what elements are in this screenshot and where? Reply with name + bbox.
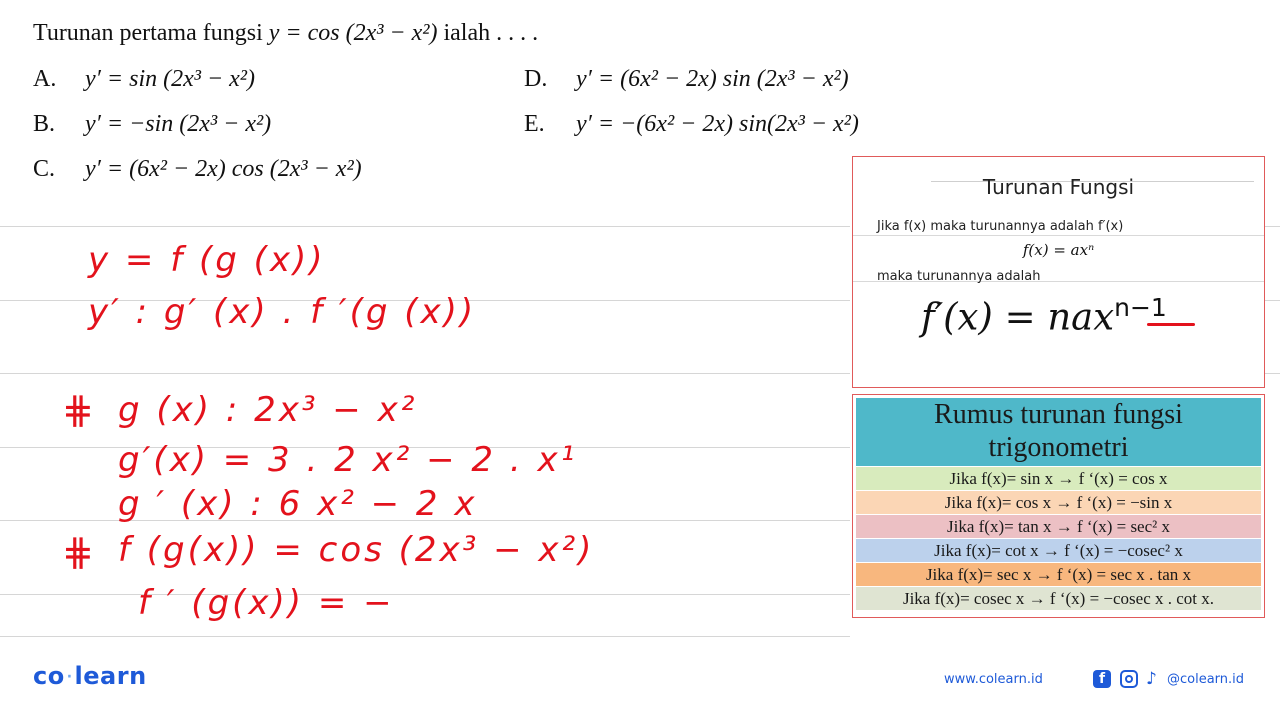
tiktok-icon[interactable]: ♪ [1146, 669, 1157, 689]
formula-exponent: n−1 [1114, 293, 1167, 322]
question-prefix: Turunan pertama fungsi [33, 20, 263, 46]
ruled-line [0, 226, 850, 227]
option-letter: C. [33, 156, 56, 182]
box-text-line1: Jika f(x) maka turunannya adalah f′(x) [877, 219, 1124, 234]
website-link[interactable]: www.colearn.id [944, 672, 1043, 687]
table-row: Jika f(x)= cot x → f ‘(x) = −cosec² x [856, 539, 1261, 563]
logo-dot: · [66, 669, 73, 685]
question-function: y = cos (2x³ − x²) [268, 20, 438, 46]
facebook-icon[interactable]: f [1093, 670, 1111, 688]
instagram-icon[interactable] [1120, 670, 1138, 688]
box-fx: f(x) = axⁿ [1022, 241, 1095, 259]
option-expr: y′ = (6x² − 2x) sin (2x³ − x²) [576, 66, 849, 92]
option-expr: y′ = −(6x² − 2x) sin(2x³ − x²) [576, 111, 859, 137]
logo-right: learn [74, 662, 147, 690]
handwritten-line: g (x) : 2x³ − x² [118, 390, 418, 430]
option-b [33, 111, 271, 138]
table-row: Jika f(x)= sec x → f ‘(x) = sec x . tan x [856, 563, 1261, 587]
option-letter: A. [33, 66, 57, 92]
ruled-line [0, 594, 850, 595]
handwritten-line: g′(x) = 3 . 2 x² − 2 . x¹ [118, 440, 578, 480]
ruled-line [0, 636, 850, 637]
table-title-line1: Rumus turunan fungsi [934, 399, 1183, 430]
option-expr: y′ = −sin (2x³ − x²) [85, 111, 272, 137]
hash-mark: ⋕ [62, 530, 97, 574]
table-row: Jika f(x)= cos x → f ‘(x) = −sin x [856, 491, 1261, 515]
question-text [33, 20, 538, 47]
option-expr: y′ = sin (2x³ − x²) [85, 66, 255, 92]
colearn-logo [33, 662, 147, 690]
divider [853, 235, 1264, 236]
box-title: Turunan Fungsi [982, 175, 1135, 199]
table-row: Jika f(x)= tan x → f ‘(x) = sec² x [856, 515, 1261, 539]
option-letter: E. [524, 111, 545, 137]
box-text-line2: maka turunannya adalah [877, 269, 1041, 284]
formula-main: f′(x) = nax [921, 295, 1115, 339]
handwritten-line: f ′ (g(x)) = − [138, 583, 395, 623]
handwritten-line: y′ : g′ (x) . f ′(g (x)) [88, 292, 477, 332]
table-header [856, 398, 1261, 467]
table-row: Jika f(x)= sin x → f ‘(x) = cos x [856, 467, 1261, 491]
trig-derivative-table [852, 394, 1265, 618]
question-suffix: ialah . . . . [443, 20, 539, 46]
logo-left: co [33, 662, 65, 690]
power-rule-formula [921, 293, 1167, 338]
option-a [33, 66, 255, 93]
option-d [524, 66, 849, 93]
derivative-rule-box [852, 156, 1265, 388]
table-row: Jika f(x)= cosec x → f ‘(x) = −cosec x . cot x. [856, 587, 1261, 611]
table-title-line2: trigonometri [988, 432, 1129, 463]
option-letter: D. [524, 66, 548, 92]
handwritten-line: g ′ (x) : 6 x² − 2 x [118, 484, 478, 524]
exponent-underline [1147, 323, 1195, 326]
hash-mark: ⋕ [62, 388, 97, 432]
option-letter: B. [33, 111, 56, 137]
option-e [524, 111, 859, 138]
handwritten-line: y = f (g (x)) [88, 240, 326, 280]
ruled-line [0, 373, 850, 374]
handwritten-line: f (g(x)) = cos (2x³ − x²) [118, 530, 595, 570]
option-expr: y′ = (6x² − 2x) cos (2x³ − x²) [85, 156, 362, 182]
social-handle[interactable]: @colearn.id [1167, 672, 1245, 687]
option-c [33, 156, 362, 183]
